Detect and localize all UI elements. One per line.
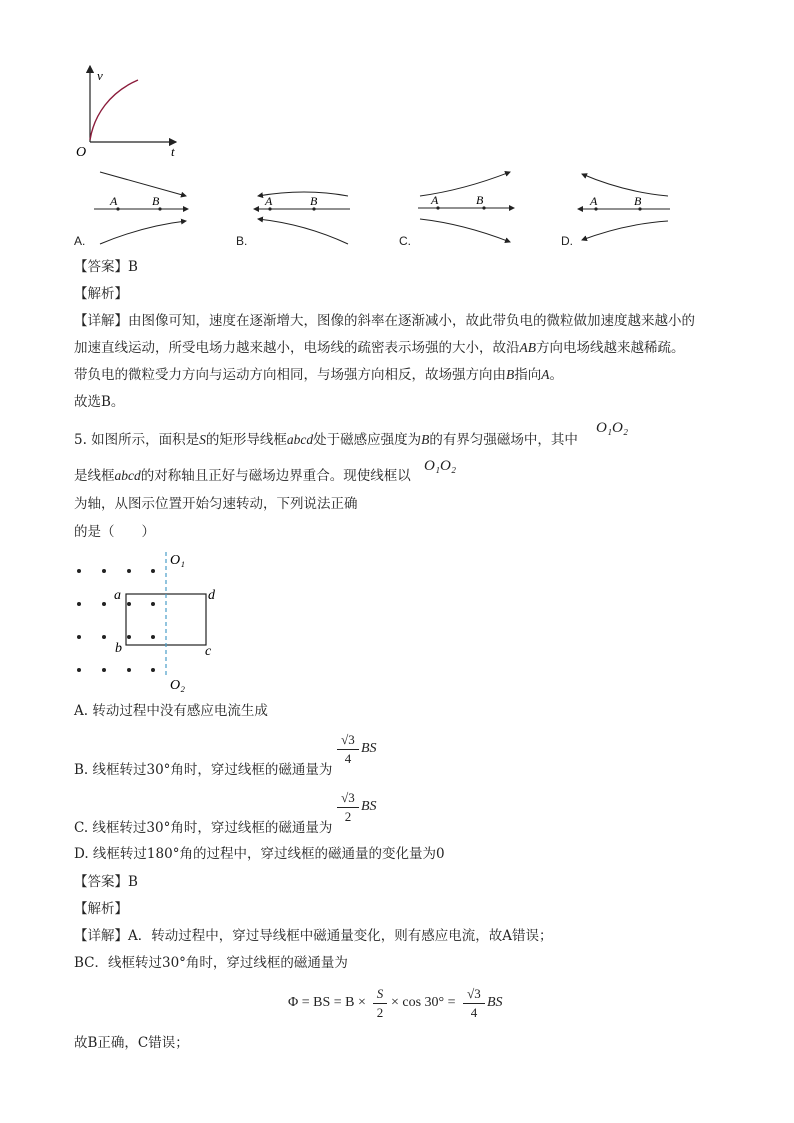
q5-stem-line-2: 是线框abcd的对称轴且正好与磁场边界重合。现使线框以 [74,468,411,484]
svg-text:B: B [310,194,318,208]
svg-text:A: A [265,194,273,208]
option-c-letter: C. [399,234,411,248]
option-b-figure [250,166,360,250]
q4-conclusion: 故选B。 [74,394,125,410]
q5-axis-label-2: O₁O₂ [424,458,457,474]
t-label: t [171,144,175,159]
formula-fraction-1: $\frac{S}{2}$ [373,985,387,1022]
option-a-letter: A. [74,234,86,248]
q5-option-c-bs: BS [361,799,377,814]
option-c-figure [414,166,524,250]
q5-detail-a: 【详解】A．转动过程中，穿过导线框中磁通量变化，则有感应电流，故A错误； [74,928,553,944]
option-d-letter: D. [561,234,573,248]
field-dots [77,569,155,672]
svg-text:A: A [431,193,439,207]
q5-option-b-bs: BS [361,741,377,756]
q5-analysis-heading: 【解析】 [74,901,128,917]
svg-text:B: B [152,194,160,208]
q5-option-d: D. 线框转过180°角的过程中，穿过线框的磁通量的变化量为0 [74,846,445,862]
svg-text:b: b [115,641,122,656]
q5-final: 故B正确，C错误； [74,1035,189,1051]
svg-text:c: c [205,644,212,659]
v-label: v [97,68,103,83]
q5-answer: 【答案】B [74,874,138,890]
option-b-letter: B. [236,234,248,248]
q4-answer: 【答案】B [74,259,138,275]
formula-mid: × cos 30° = [391,995,456,1010]
q5-stem-line-1: 5. 如图所示，面积是S的矩形导线框abcd处于磁感应强度为B的有界匀强磁场中，其中 [74,432,578,448]
q5-option-b: B. 线框转过30°角时，穿过线框的磁通量为 [74,762,333,778]
svg-text:a: a [114,588,121,603]
q5-axis-label-1: O₁O₂ [596,420,629,436]
velocity-time-graph [70,60,190,160]
q5-option-c-fraction: $\frac{√3}{2}$ [337,789,359,826]
formula-lhs: Φ = BS = B × [288,995,366,1010]
q5-detail-bc: BC．线框转过30°角时，穿过线框的磁通量为 [74,955,348,971]
formula-fraction-2: $\frac{√3}{4}$ [463,985,485,1022]
formula-tail: BS [487,995,503,1010]
svg-text:B: B [634,194,642,208]
option-a-figure [88,166,198,250]
svg-text:A: A [590,194,598,208]
q5-option-c: C. 线框转过30°角时，穿过线框的磁通量为 [74,820,333,836]
q4-detail-line-3: 带负电的微粒受力方向与运动方向相同，与场强方向相反，故场强方向由B指向A。 [74,367,563,383]
q5-stem-line-3: 为轴，从图示位置开始匀速转动，下列说法正确 [74,496,358,512]
q4-analysis-heading: 【解析】 [74,286,128,302]
origin-label: O [76,145,87,160]
magnetic-field-figure [68,544,238,694]
q4-detail-line-1: 【详解】由图像可知，速度在逐渐增大，图像的斜率在逐渐减小，故此带负电的微粒做加速度越来越小的 [74,313,695,329]
svg-text:O₁: O₁ [170,553,185,568]
q4-detail-line-2: 加速直线运动，所受电场力越来越小，电场线的疏密表示场强的大小，故沿AB方向电场线越来越稀疏。 [74,340,685,356]
q5-stem-line-4: 的是（ ） [74,524,155,540]
svg-text:A: A [110,194,118,208]
svg-text:d: d [208,588,215,603]
svg-text:B: B [476,193,484,207]
option-d-figure [574,166,684,250]
velocity-curve [90,80,138,140]
q5-option-a: A. 转动过程中没有感应电流生成 [74,703,268,719]
svg-text:O₂: O₂ [170,678,185,693]
q5-option-b-fraction: $\frac{√3}{4}$ [337,731,359,768]
